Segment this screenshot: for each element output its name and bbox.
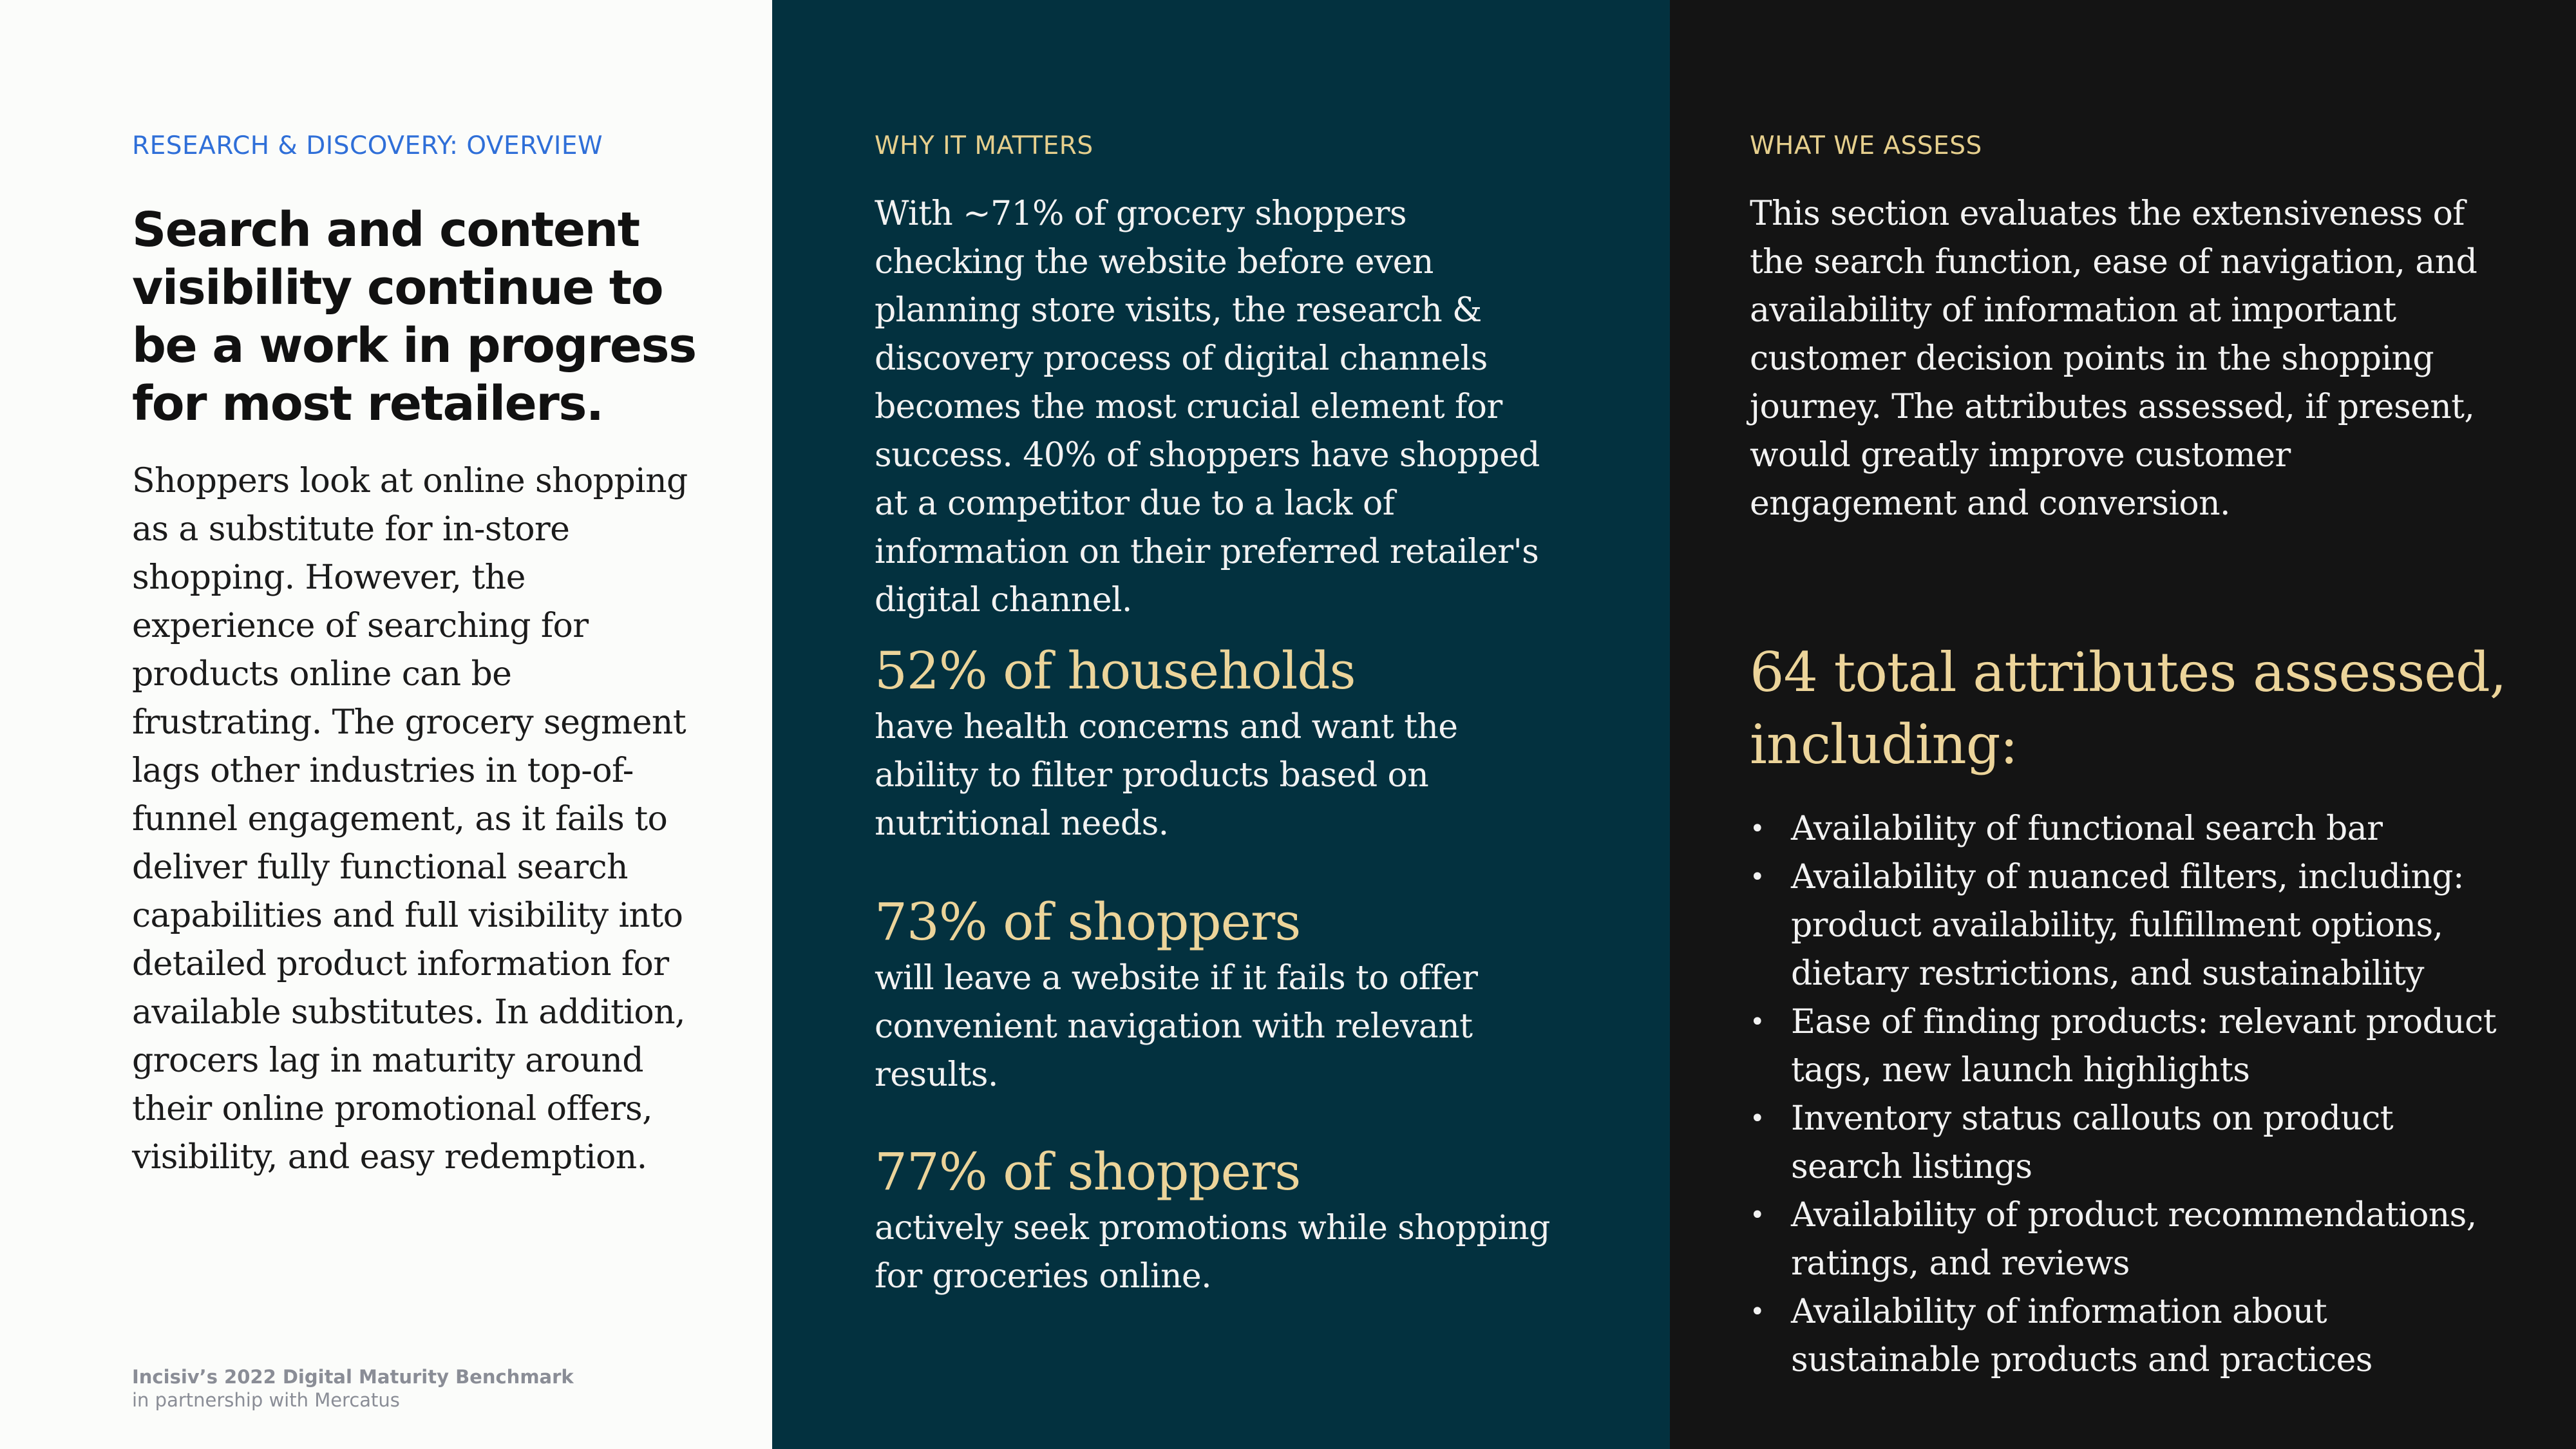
list-item <box>1750 805 2503 853</box>
footer-title: Incisiv’s 2022 Digital Maturity Benchmark <box>132 1366 574 1388</box>
what-we-assess-eyebrow: WHAT WE ASSESS <box>1750 131 1982 160</box>
bullet-icon: • <box>1750 1297 1765 1327</box>
bullet-icon: • <box>1750 1104 1765 1133</box>
stat-description: actively seek promotions while shopping for groceries online. <box>875 1209 1550 1296</box>
bullet-icon: • <box>1750 814 1765 844</box>
list-item-text: Availability of functional search bar <box>1791 810 2383 848</box>
why-it-matters-column <box>772 0 1670 1449</box>
stat-block <box>875 639 1570 848</box>
stat-value: 52% of households <box>875 641 1356 701</box>
stat-value: 77% of shoppers <box>875 1142 1301 1202</box>
overview-body: Shoppers look at online shopping as a substitute for in-store shopping. However, the experience of searching for products online can be frustrating. The grocery segment lags other industries in top-of-funnel engagement, as it fails to deliver fully functional search capabilities and full visibility into detailed product information for available substitutes. In addition, grocers lag in maturity around their online promotional offers, visibility, and easy redemption. <box>132 462 688 1177</box>
list-item <box>1750 998 2503 1095</box>
footer-subtitle: in partnership with Mercatus <box>132 1389 400 1411</box>
page-headline: Search and content visibility continue to be a work in progress for most retailers. <box>132 202 696 431</box>
list-item <box>1750 1191 2503 1288</box>
stat-description: will leave a website if it fails to offer convenient navigation with relevant results. <box>875 959 1478 1094</box>
list-item <box>1750 853 2503 998</box>
bullet-icon: • <box>1750 1200 1765 1230</box>
bullet-icon: • <box>1750 862 1765 892</box>
stat-block <box>875 890 1570 1099</box>
attributes-heading: 64 total attributes assessed, including: <box>1750 641 2506 776</box>
list-item-text: Ease of finding products: relevant product tags, new launch highlights <box>1791 1003 2496 1090</box>
list-item <box>1750 1288 2503 1385</box>
list-item-text: Availability of product recommendations, ratings, and reviews <box>1791 1196 2477 1283</box>
footer <box>132 1365 574 1412</box>
what-we-assess-column <box>1670 0 2576 1449</box>
stat-value: 73% of shoppers <box>875 892 1301 952</box>
what-we-assess-intro: This section evaluates the extensiveness of the search function, ease of navigation, and availability of information at important customer decision points in the shopping journey. The attributes assessed, if present, would greatly improve customer engagement and conversion. <box>1750 194 2477 523</box>
stat-description: have health concerns and want the ability to filter products based on nutritional needs. <box>875 708 1458 843</box>
why-it-matters-eyebrow: WHY IT MATTERS <box>875 131 1094 160</box>
list-item <box>1750 1095 2503 1191</box>
list-item-text: Availability of information about sustainable products and practices <box>1791 1293 2372 1379</box>
section-eyebrow: RESEARCH & DISCOVERY: OVERVIEW <box>132 131 603 160</box>
overview-column <box>0 0 772 1449</box>
stat-block <box>875 1140 1570 1301</box>
why-it-matters-intro: With ~71% of grocery shoppers checking the website before even planning store visits, the research & discovery process of digital channels becomes the most crucial element for success. 40% of shoppers have shopped at a competitor due to a lack of information on their preferred retailer's digital channel. <box>875 194 1540 620</box>
list-item-text: Inventory status callouts on product search listings <box>1791 1099 2394 1186</box>
bullet-icon: • <box>1750 1007 1765 1037</box>
attributes-list <box>1750 805 2503 1385</box>
list-item-text: Availability of nuanced filters, including: product availability, fulfillment options, dietary restrictions, and sustainability <box>1791 858 2464 993</box>
